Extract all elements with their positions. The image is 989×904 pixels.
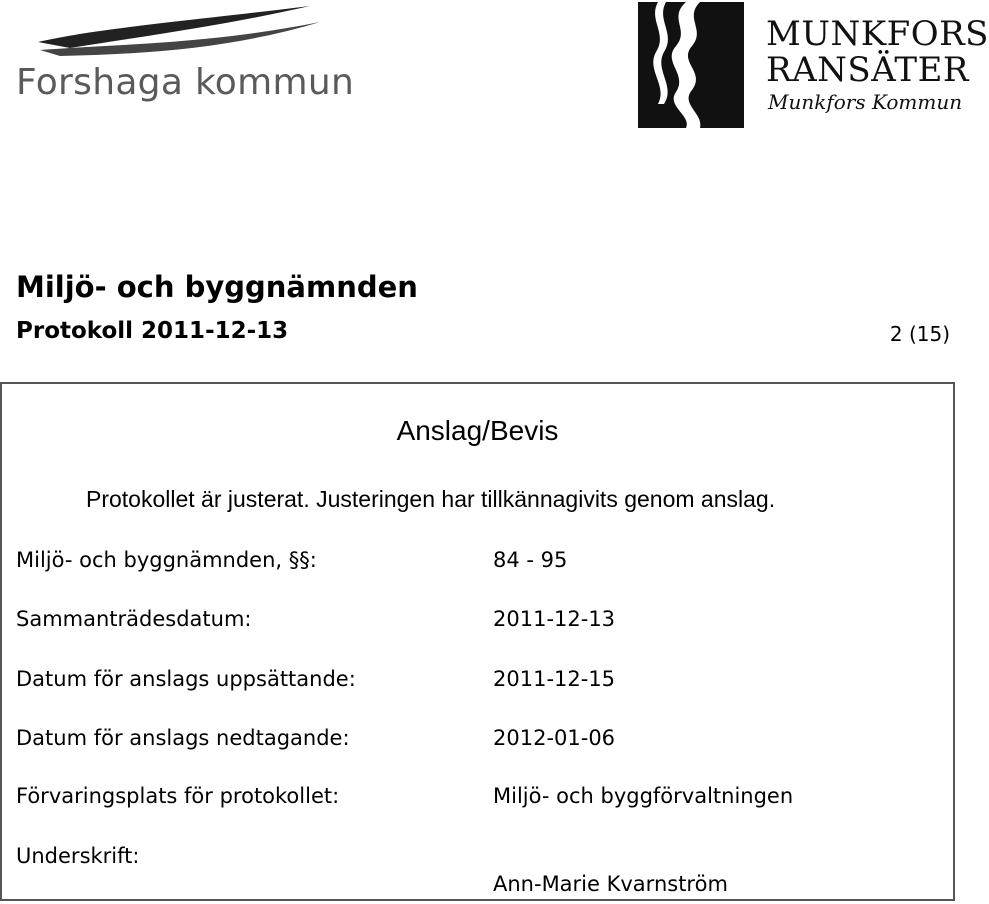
- row-label-removal-date: Datum för anslags nedtagande:: [16, 726, 350, 750]
- forshaga-swoosh-icon: [10, 0, 350, 70]
- row-value-paragraphs: 84 - 95: [493, 548, 568, 572]
- munkfors-river-icon: [628, 0, 758, 130]
- row-label-meeting-date: Sammanträdesdatum:: [16, 607, 252, 631]
- notice-lead-text: Protokollet är justerat. Justeringen har tillkännagivits genom anslag.: [86, 486, 776, 512]
- row-label-paragraphs: Miljö- och byggnämnden, §§:: [16, 548, 317, 572]
- row-label-signature: Underskrift:: [16, 844, 140, 868]
- row-label-posting-date: Datum för anslags uppsättande:: [16, 667, 356, 691]
- row-value-storage-location: Miljö- och byggförvaltningen: [493, 784, 794, 808]
- row-value-posting-date: 2011-12-15: [493, 667, 616, 691]
- forshaga-logo: [10, 0, 355, 120]
- page-number: 2 (15): [889, 322, 950, 346]
- protocol-date: Protokoll 2011-12-13: [16, 318, 289, 344]
- munkfors-logo: [628, 0, 989, 130]
- row-value-meeting-date: 2011-12-13: [493, 607, 616, 631]
- munkfors-kommun-subtitle: Munkfors Kommun: [768, 90, 963, 114]
- row-value-removal-date: 2012-01-06: [493, 726, 616, 750]
- ransater-title: RANSÄTER: [766, 50, 969, 90]
- notice-heading: Anslag/Bevis: [396, 415, 559, 446]
- munkfors-title: MUNKFORS: [766, 14, 989, 54]
- notice-box: [0, 382, 955, 901]
- row-label-storage-location: Förvaringsplats för protokollet:: [16, 784, 340, 808]
- committee-title: Miljö- och byggnämnden: [16, 270, 418, 304]
- row-value-signature-name: Ann-Marie Kvarnström: [493, 872, 728, 896]
- forshaga-wordmark: Forshaga kommun: [16, 62, 355, 103]
